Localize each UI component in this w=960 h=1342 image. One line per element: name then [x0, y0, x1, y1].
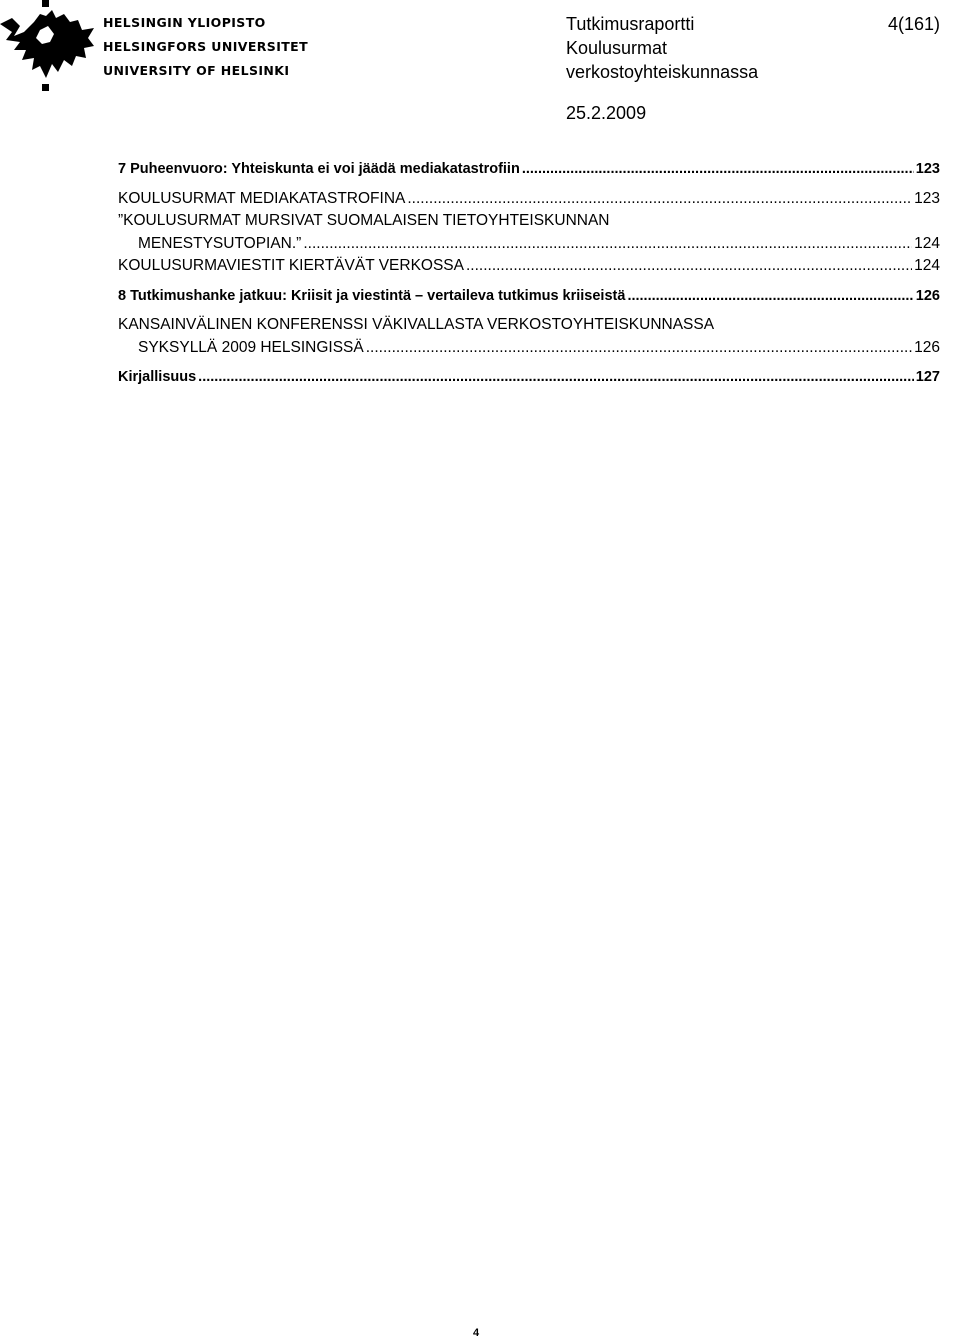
toc-entry[interactable] [118, 255, 940, 278]
toc-entry-title: KOULUSURMAT MEDIAKATASTROFINA [118, 189, 406, 207]
table-of-contents [118, 158, 940, 389]
toc-entry[interactable] [118, 366, 940, 389]
document-title-line: Koulusurmat [566, 38, 668, 58]
document-title [566, 12, 758, 84]
toc-entry-page: 126 [914, 338, 940, 356]
toc-entry-title: Kirjallisuus [118, 369, 197, 385]
page-count: 4(161) [887, 14, 940, 34]
page-number: 4 [473, 1327, 480, 1339]
university-name-sv: HELSINGFORS UNIVERSITET [103, 39, 309, 54]
toc-entry[interactable] [118, 285, 940, 308]
toc-entry-title-cont: SYKSYLLÄ 2009 HELSINGISSÄ [138, 338, 364, 356]
toc-leader-dots [466, 255, 912, 278]
toc-leader-dots [407, 188, 912, 211]
toc-entry[interactable] [118, 314, 940, 359]
toc-leader-dots [198, 366, 914, 389]
toc-leader-dots [303, 233, 912, 256]
toc-entry-page: 123 [915, 161, 940, 177]
university-name-fi: HELSINGIN YLIOPISTO [103, 15, 266, 30]
toc-entry-title: KOULUSURMAVIESTIT KIERTÄVÄT VERKOSSA [118, 257, 464, 274]
document-date: 25.2.2009 [566, 103, 647, 123]
toc-entry-page: 126 [915, 287, 940, 304]
toc-leader-dots [366, 337, 912, 360]
toc-entry-continuation [118, 233, 940, 256]
toc-entry-continuation [118, 337, 940, 360]
toc-entry-page: 124 [914, 257, 940, 274]
toc-entry-title: 7 Puheenvuoro: Yhteiskunta ei voi jäädä mediakatastrofiin [118, 161, 520, 177]
university-name-en: UNIVERSITY OF HELSINKI [103, 63, 290, 78]
toc-entry-title: 8 Tutkimushanke jatkuu: Kriisit ja viestintä – vertaileva tutkimus kriiseistä [118, 287, 626, 304]
toc-leader-dots [522, 158, 914, 181]
university-logo-icon [0, 0, 95, 92]
toc-entry-page: 124 [914, 234, 940, 252]
university-names [103, 11, 308, 83]
toc-entry-title: KANSAINVÄLINEN KONFERENSSI VÄKIVALLASTA VERKOSTOYHTEISKUNNASSA [118, 316, 715, 333]
toc-entry[interactable] [118, 210, 940, 255]
document-title-line: Tutkimusraportti [566, 14, 695, 34]
toc-entry-title: ”KOULUSURMAT MURSIVAT SUOMALAISEN TIETOYHTEISKUNNAN [118, 212, 610, 229]
toc-entry-title-cont: MENESTYSUTOPIAN.” [138, 234, 302, 252]
toc-entry-page: 127 [915, 369, 940, 385]
toc-entry[interactable] [118, 158, 940, 181]
toc-entry[interactable] [118, 188, 940, 211]
toc-leader-dots [627, 285, 913, 308]
document-title-line: verkostoyhteiskunnassa [566, 62, 759, 82]
toc-entry-page: 123 [914, 189, 940, 207]
